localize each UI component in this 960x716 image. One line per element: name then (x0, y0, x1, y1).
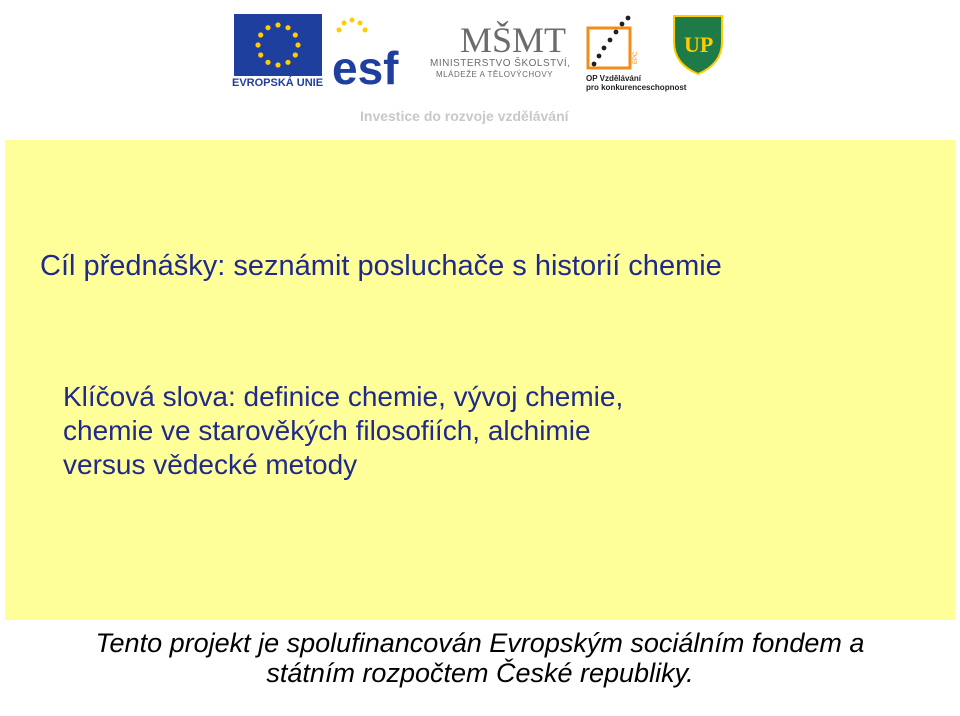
keywords-line-1: Klíčová slova: definice chemie, vývoj chemie, (63, 381, 624, 412)
msmt-line-1: MINISTERSTVO ŠKOLSTVÍ, (430, 58, 571, 69)
keywords-block (63, 380, 883, 482)
op-line-1: OP Vzdělávání (586, 74, 641, 83)
tagline: Investice do rozvoje vzdělávání (360, 108, 569, 124)
upol-shield-logo (670, 12, 726, 78)
eu-flag-logo (234, 14, 322, 76)
op-vzdelavani-logo (582, 14, 642, 74)
msmt-line-2: MLÁDEŽE A TĚLOVÝCHOVY (436, 70, 554, 79)
logo-bar (0, 0, 960, 100)
op-dots (592, 16, 631, 67)
slide-content (5, 140, 955, 620)
msmt-mark: MŠMT (460, 20, 567, 60)
esf-logo (330, 12, 420, 90)
keywords-line-3: versus vědecké metody (63, 449, 358, 480)
lecture-goal-title: Cíl přednášky: seznámit posluchače s historií chemie (40, 250, 722, 282)
eu-label: EVROPSKÁ UNIE (232, 77, 324, 89)
footer-line-2: státním rozpočtem České republiky. (266, 658, 694, 688)
msmt-logo (426, 12, 576, 92)
upol-mark: UP (684, 32, 714, 57)
funding-footer (0, 628, 960, 688)
esf-text: esf (332, 42, 399, 90)
footer-line-1: Tento projekt je spolufinancován Evropským sociálním fondem a (95, 628, 865, 658)
op-vertical-text: EPC (633, 51, 639, 64)
op-line-2: pro konkurenceschopnost (586, 83, 687, 92)
keywords-line-2: chemie ve starověkých filosofiích, alchimie (63, 415, 591, 446)
